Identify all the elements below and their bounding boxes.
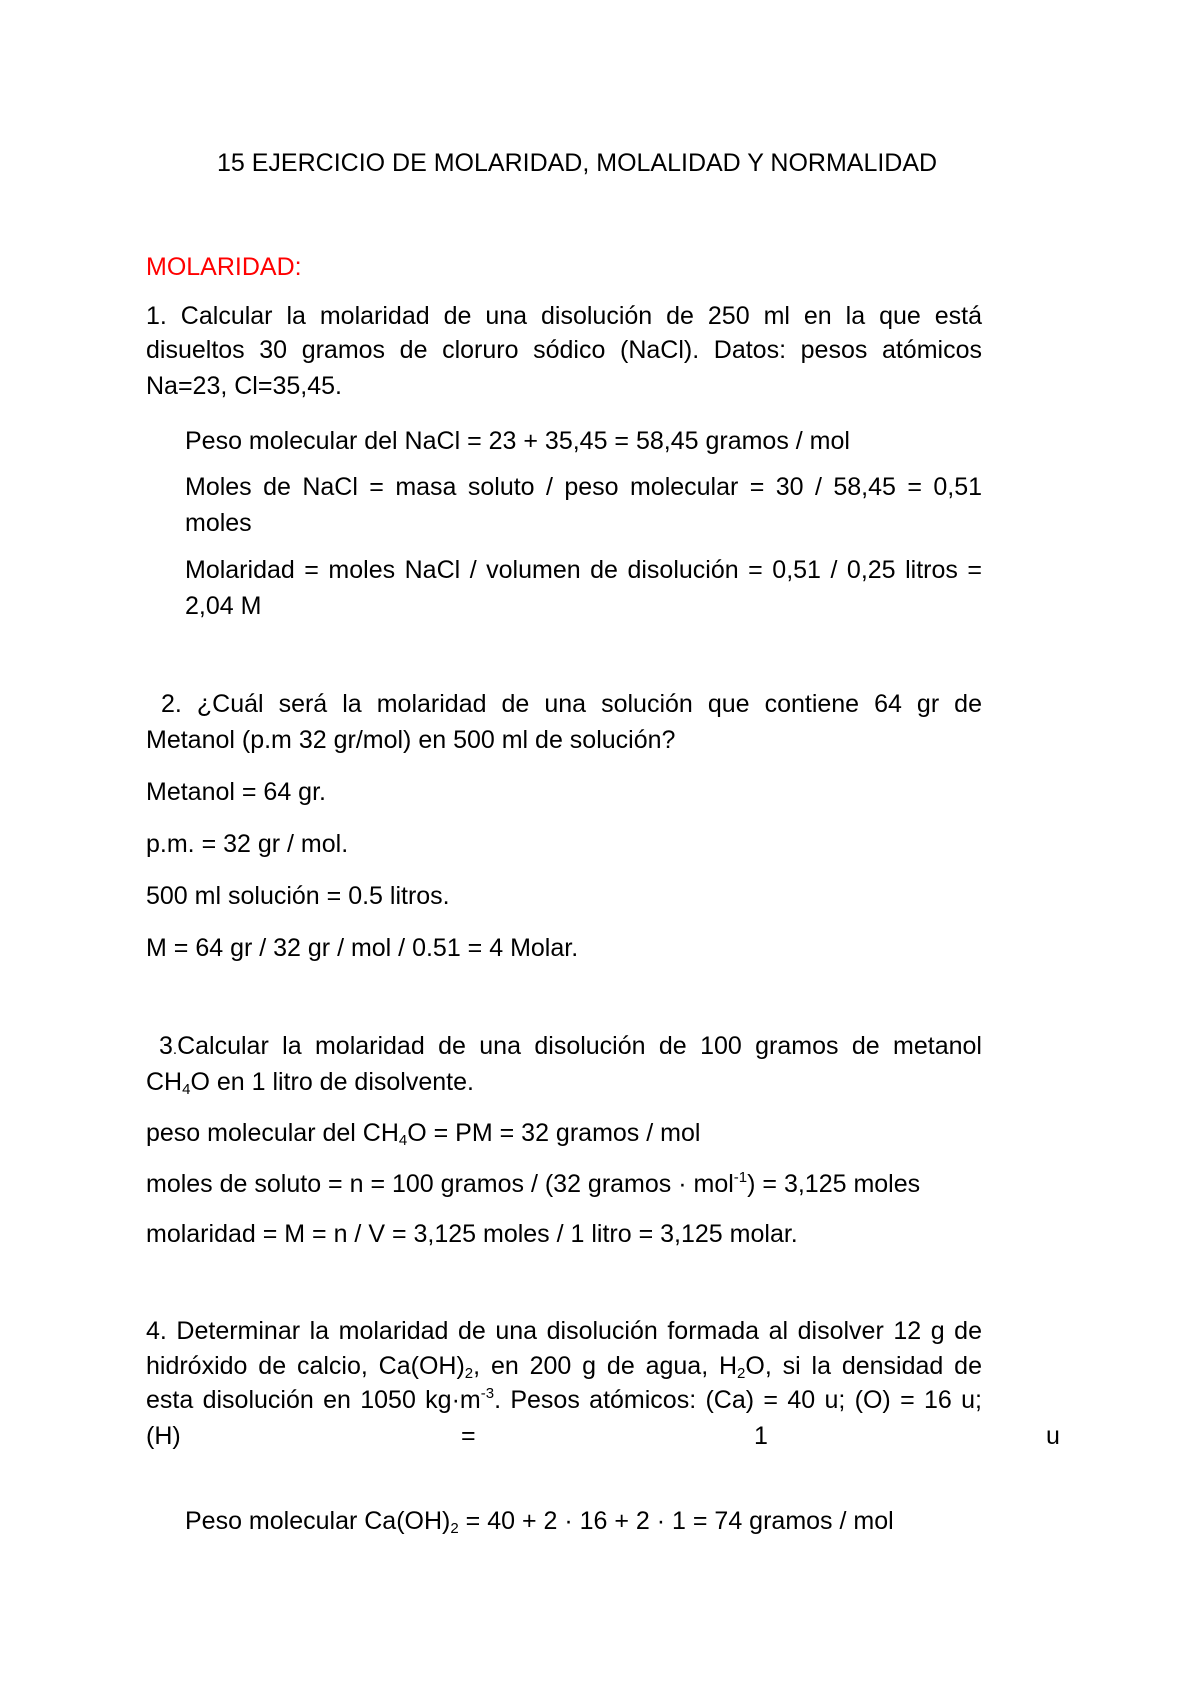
ex1-statement-line-2: disueltos 30 gramos de cloruro sódico (NaCl). Datos: pesos atómicos <box>146 336 982 364</box>
ex3-formula-ch: CH <box>146 1068 183 1096</box>
ex2-statement-line-2: Metanol (p.m 32 gr/mol) en 500 ml de solución? <box>146 726 676 754</box>
ex1-step-moles-line-2: moles <box>185 509 252 537</box>
ex3-step-mw-text-a: peso molecular del CH <box>146 1119 399 1147</box>
ex1-step-molarity-line-1: Molaridad = moles NaCl / volumen de disolución = 0,51 / 0,25 litros = <box>185 556 982 584</box>
ex4-l2-text-a: hidróxido de calcio, Ca(OH) <box>146 1352 465 1380</box>
ex4-statement-line-4-unit: u <box>1046 1422 1060 1450</box>
ex2-statement-line-1: 2. ¿Cuál será la molaridad de una solución que contiene 64 gr de <box>161 690 982 718</box>
ex4-statement-line-4-h: (H) <box>146 1422 181 1450</box>
ex3-number: 3 <box>159 1032 173 1060</box>
ex1-step-molarity-line-2: 2,04 M <box>185 592 262 620</box>
ex4-l3-text-b: . Pesos atómicos: (Ca) = 40 u; (O) = 16 u; <box>494 1386 982 1414</box>
ex4-statement-line-4-equals: = <box>461 1422 476 1450</box>
ex4-statement-line-2 <box>146 1349 982 1383</box>
ex3-formula-subscript: 4 <box>182 1081 191 1098</box>
section-heading-molaridad: MOLARIDAD: <box>146 253 302 281</box>
ex3-step-mw-text-b: O = PM = 32 gramos / mol <box>407 1119 701 1147</box>
ex2-step-molecular-weight: p.m. = 32 gr / mol. <box>146 830 349 858</box>
ex4-step-mw-text-a: Peso molecular Ca(OH) <box>185 1507 451 1535</box>
ex3-statement-text: Calcular la molaridad de una disolución de 100 gramos de metanol <box>177 1032 982 1060</box>
ex2-step-methanol-mass: Metanol = 64 gr. <box>146 778 326 806</box>
ex1-step-molecular-weight: Peso molecular del NaCl = 23 + 35,45 = 58,45 gramos / mol <box>185 427 850 455</box>
ex1-statement-line-3: Na=23, Cl=35,45. <box>146 372 342 400</box>
ex3-step-moles-text-a: moles de soluto = n = 100 gramos / (32 gramos · mol <box>146 1170 734 1198</box>
ex4-statement-line-1: 4. Determinar la molaridad de una disolución formada al disolver 12 g de <box>146 1317 982 1345</box>
ex3-statement-line-2 <box>146 1067 474 1097</box>
ex4-l3-superscript: -3 <box>480 1385 495 1402</box>
ex3-statement-rest: O en 1 litro de disolvente. <box>190 1068 474 1096</box>
page-title: 15 EJERCICIO DE MOLARIDAD, MOLALIDAD Y NORMALIDAD <box>217 149 938 177</box>
ex2-step-molarity: M = 64 gr / 32 gr / mol / 0.51 = 4 Molar. <box>146 934 579 962</box>
ex1-step-moles-line-1: Moles de NaCl = masa soluto / peso molecular = 30 / 58,45 = 0,51 <box>185 473 982 501</box>
ex4-step-mw-subscript: 2 <box>450 1520 459 1537</box>
ex4-l2-subscript-2: 2 <box>737 1365 746 1382</box>
ex3-step-molecular-weight <box>146 1118 700 1148</box>
ex3-number-dot: . <box>172 1041 178 1058</box>
ex4-l2-text-c: O, si la densidad de <box>745 1352 982 1380</box>
ex4-step-molecular-weight <box>185 1506 894 1536</box>
ex3-step-molarity: molaridad = M = n / V = 3,125 moles / 1 litro = 3,125 molar. <box>146 1220 798 1248</box>
ex3-step-moles-superscript: -1 <box>733 1169 748 1186</box>
ex2-step-volume: 500 ml solución = 0.5 litros. <box>146 882 450 910</box>
ex3-step-mw-subscript: 4 <box>398 1132 408 1149</box>
ex1-statement-line-1: 1. Calcular la molaridad de una disolución de 250 ml en la que está <box>146 302 982 330</box>
ex4-l2-text-b: , en 200 g de agua, H <box>473 1352 738 1380</box>
ex3-step-moles <box>146 1169 920 1199</box>
ex4-statement-line-4-value: 1 <box>754 1422 768 1450</box>
ex3-statement-line-1 <box>159 1029 982 1067</box>
ex3-step-moles-text-b: ) = 3,125 moles <box>747 1170 921 1198</box>
ex4-statement-line-3 <box>146 1383 982 1417</box>
ex4-l3-text-a: esta disolución en 1050 kg·m <box>146 1386 481 1414</box>
ex4-l2-subscript-1: 2 <box>464 1365 474 1382</box>
ex4-step-mw-text-b: = 40 + 2 · 16 + 2 · 1 = 74 gramos / mol <box>458 1507 894 1535</box>
